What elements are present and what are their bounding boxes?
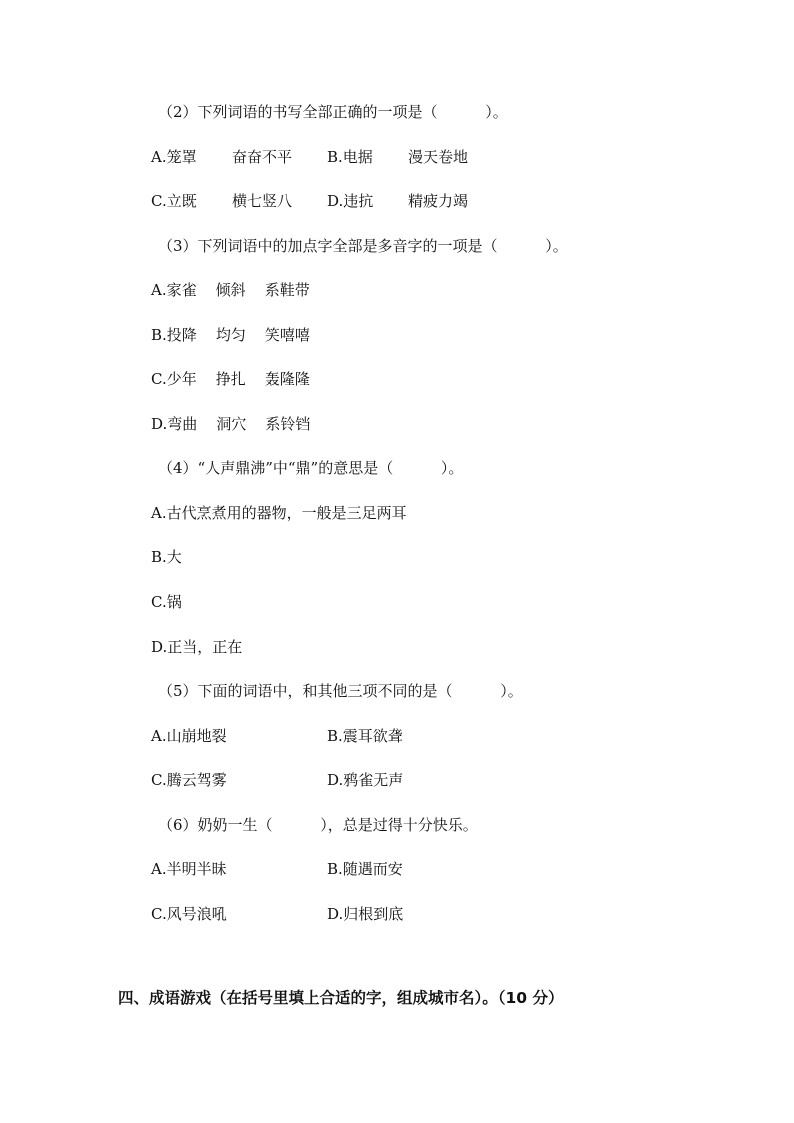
- q5-option-c: C.腾云驾雾: [151, 771, 227, 789]
- question-5-stem: （5）下面的词语中，和其他三项不同的是（ ）。: [158, 682, 523, 700]
- q2-option-a-word2: 奋奋不平: [232, 148, 293, 166]
- q2-option-a: A.笼罩: [151, 148, 197, 166]
- q5-option-a: A.山崩地裂: [151, 727, 227, 745]
- q4-option-d: D.正当，正在: [151, 638, 243, 656]
- q6-option-d: D.归根到底: [327, 905, 404, 923]
- question-3-stem: （3）下列词语中的加点字全部是多音字的一项是（ ）。: [158, 237, 568, 255]
- q3-option-a: A.家雀 倾斜 系鞋带: [151, 281, 310, 299]
- section-4-heading: 四、成语游戏（在括号里填上合适的字，组成城市名）。（10 分）: [118, 989, 564, 1007]
- q2-option-b: B.电据: [327, 148, 373, 166]
- q3-option-b: B.投降 均匀 笑嘻嘻: [151, 326, 310, 344]
- question-6-stem: （6）奶奶一生（ ），总是过得十分快乐。: [158, 816, 478, 834]
- q3-option-d: D.弯曲 洞穴 系铃铛: [151, 415, 311, 433]
- q2-option-d-word2: 精疲力竭: [408, 192, 469, 210]
- q3-option-c: C.少年 挣扎 轰隆隆: [151, 370, 310, 388]
- question-4-stem: （4）“人声鼎沸”中“鼎”的意思是（ ）。: [158, 459, 464, 477]
- q2-option-d: D.违抗: [327, 192, 374, 210]
- q6-option-c: C.风号浪吼: [151, 905, 227, 923]
- q2-option-b-word2: 漫天卷地: [408, 148, 469, 166]
- q4-option-c: C.锅: [151, 593, 182, 611]
- q5-option-b: B.震耳欲聋: [327, 727, 403, 745]
- q4-option-b: B.大: [151, 548, 182, 566]
- q5-option-d: D.鸦雀无声: [327, 771, 404, 789]
- question-2-stem: （2）下列词语的书写全部正确的一项是（ ）。: [158, 103, 508, 121]
- q4-option-a: A.古代烹煮用的器物，一般是三足两耳: [151, 504, 407, 522]
- q6-option-b: B.随遇而安: [327, 860, 403, 878]
- q2-option-c: C.立既: [151, 192, 197, 210]
- q2-option-c-word2: 横七竖八: [232, 192, 293, 210]
- q6-option-a: A.半明半昧: [151, 860, 227, 878]
